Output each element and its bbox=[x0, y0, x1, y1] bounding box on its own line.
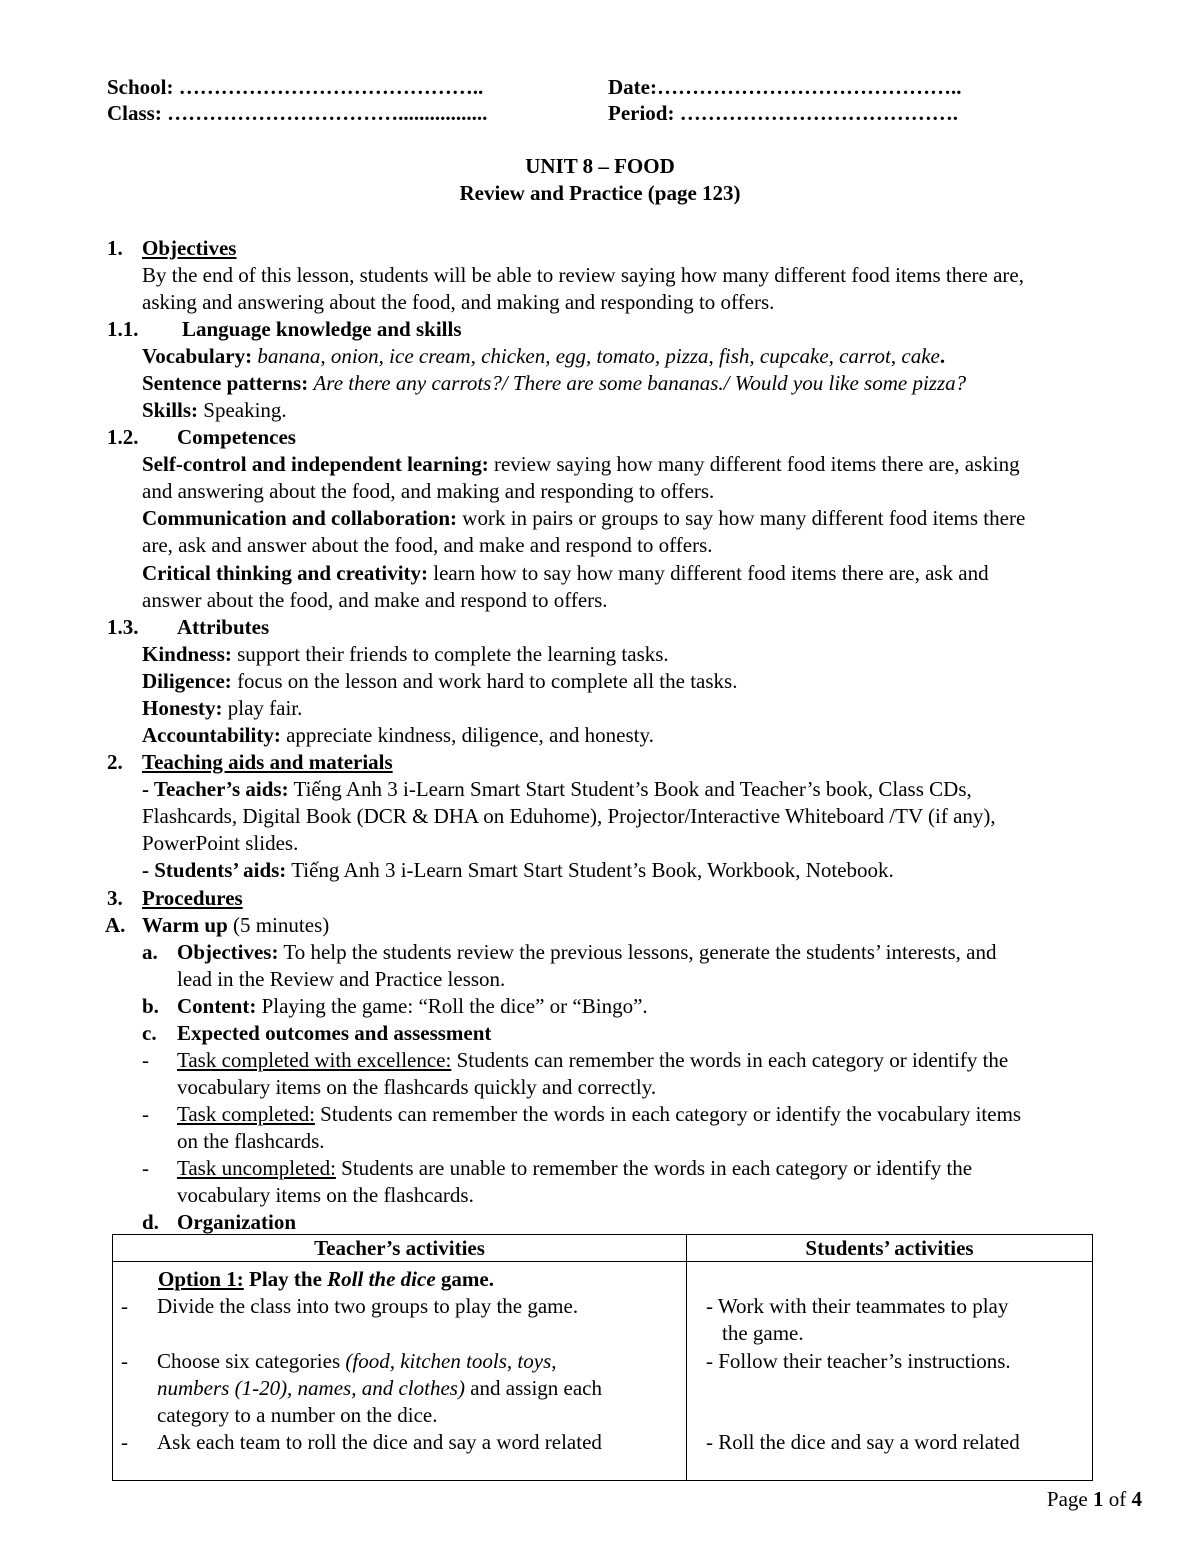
teacher-aids-text: Flashcards, Digital Book (DCR & DHA on Eduhome), Projector/Interactive Whiteboard /TV (if any), bbox=[142, 804, 996, 828]
uncompleted-line bbox=[177, 1155, 972, 1181]
option-text: Play the bbox=[249, 1267, 322, 1291]
of-label: of bbox=[1108, 1487, 1127, 1511]
bullet-dash: - bbox=[142, 1048, 149, 1072]
subsection-title: Attributes bbox=[177, 615, 270, 639]
critical-thinking-line bbox=[142, 560, 989, 586]
teacher-step: category to a number on the dice. bbox=[157, 1403, 438, 1427]
communication-text: work in pairs or groups to say how many different food items there bbox=[462, 506, 1026, 530]
school-field bbox=[107, 74, 483, 100]
warm-up-content bbox=[177, 993, 648, 1019]
patterns-text: Are there any carrots?/ There are some bananas./ Would you like some pizza? bbox=[313, 371, 967, 395]
student-step: - Work with their teammates to play bbox=[706, 1294, 1009, 1318]
student-step: - Follow their teacher’s instructions. bbox=[706, 1349, 1011, 1373]
bullet-dash: - bbox=[121, 1294, 128, 1318]
diligence-line bbox=[142, 668, 737, 694]
bullet-dash: - bbox=[142, 1102, 149, 1126]
school-blank: …………………………………….. bbox=[178, 75, 484, 99]
class-blank: ……………………………................. bbox=[167, 101, 488, 125]
objectives-intro: asking and answering about the food, and making and responding to offers. bbox=[142, 290, 775, 314]
subsection-number: 1.3. bbox=[107, 615, 139, 639]
class-label: Class: bbox=[107, 101, 162, 125]
student-step: the game. bbox=[722, 1321, 804, 1345]
vocabulary-label: Vocabulary: bbox=[142, 344, 253, 368]
teacher-step bbox=[157, 1375, 602, 1401]
item-letter: d. bbox=[142, 1210, 159, 1234]
school-label: School: bbox=[107, 75, 174, 99]
period-blank: …………………………………. bbox=[679, 101, 958, 125]
honesty-text: play fair. bbox=[227, 696, 303, 720]
teacher-step: Ask each team to roll the dice and say a word related bbox=[157, 1430, 602, 1454]
organization-heading: Organization bbox=[177, 1210, 296, 1234]
content-text: Playing the game: “Roll the dice” or “Bingo”. bbox=[261, 994, 648, 1018]
bullet-dash: - bbox=[142, 1156, 149, 1180]
self-control-text: and answering about the food, and making and responding to offers. bbox=[142, 479, 715, 503]
uncompleted-label: Task uncompleted: bbox=[177, 1156, 336, 1180]
outcomes-heading: Expected outcomes and assessment bbox=[177, 1021, 492, 1045]
total-pages: 4 bbox=[1131, 1487, 1142, 1511]
vocabulary-line bbox=[142, 343, 945, 369]
self-control-line bbox=[142, 451, 1020, 477]
student-step: - Roll the dice and say a word related bbox=[706, 1430, 1020, 1454]
section-number: 3. bbox=[107, 886, 123, 910]
categories-text: numbers (1-20), names, and clothes) bbox=[157, 1376, 465, 1400]
option-text: game. bbox=[440, 1267, 494, 1291]
communication-text: are, ask and answer about the food, and make and respond to offers. bbox=[142, 533, 713, 557]
accountability-text: appreciate kindness, diligence, and honesty. bbox=[286, 723, 654, 747]
excellence-text: Students can remember the words in each category or identify the bbox=[456, 1048, 1009, 1072]
unit-title: UNIT 8 – FOOD bbox=[525, 154, 675, 178]
warm-up-objectives bbox=[177, 939, 996, 965]
uncompleted-text: vocabulary items on the flashcards. bbox=[177, 1183, 474, 1207]
completed-text: Students can remember the words in each category or identify the vocabulary items bbox=[320, 1102, 1022, 1126]
diligence-text: focus on the lesson and work hard to complete all the tasks. bbox=[237, 669, 738, 693]
class-field bbox=[107, 100, 487, 126]
stage-letter: A. bbox=[105, 913, 126, 937]
self-control-text: review saying how many different food items there are, asking bbox=[493, 452, 1020, 476]
lesson-subtitle: Review and Practice (page 123) bbox=[459, 181, 741, 205]
kindness-label: Kindness: bbox=[142, 642, 232, 666]
page-number bbox=[1047, 1486, 1142, 1512]
completed-line bbox=[177, 1101, 1021, 1127]
skills-label: Skills: bbox=[142, 398, 199, 422]
honesty-line bbox=[142, 695, 302, 721]
subsection-number: 1.1. bbox=[107, 317, 139, 341]
kindness-text: support their friends to complete the learning tasks. bbox=[237, 642, 669, 666]
item-letter: c. bbox=[142, 1021, 157, 1045]
warm-up-title bbox=[142, 912, 329, 938]
objectives-text: lead in the Review and Practice lesson. bbox=[177, 967, 506, 991]
diligence-label: Diligence: bbox=[142, 669, 232, 693]
excellence-text: vocabulary items on the flashcards quickly and correctly. bbox=[177, 1075, 657, 1099]
teacher-step bbox=[157, 1348, 557, 1374]
table-header-row bbox=[113, 1235, 1093, 1262]
skills-line bbox=[142, 397, 287, 423]
critical-thinking-label: Critical thinking and creativity: bbox=[142, 561, 429, 585]
honesty-label: Honesty: bbox=[142, 696, 223, 720]
critical-thinking-text: learn how to say how many different food items there are, ask and bbox=[433, 561, 989, 585]
critical-thinking-text: answer about the food, and make and respond to offers. bbox=[142, 588, 608, 612]
teacher-aids-line bbox=[142, 776, 972, 802]
warm-up-time: (5 minutes) bbox=[233, 913, 330, 937]
teacher-activities-header: Teacher’s activities bbox=[113, 1235, 687, 1262]
table-row bbox=[113, 1262, 1093, 1481]
warm-up-label: Warm up bbox=[142, 913, 228, 937]
subsection-title: Competences bbox=[177, 425, 296, 449]
section-number: 1. bbox=[107, 236, 123, 260]
patterns-label: Sentence patterns: bbox=[142, 371, 309, 395]
objectives-intro: By the end of this lesson, students will be able to review saying how many different food items there are, bbox=[142, 263, 1024, 287]
communication-label: Communication and collaboration: bbox=[142, 506, 458, 530]
objectives-heading: Objectives bbox=[142, 236, 237, 260]
communication-line bbox=[142, 505, 1025, 531]
excellence-label: Task completed with excellence: bbox=[177, 1048, 452, 1072]
bullet-dash: - bbox=[121, 1349, 128, 1373]
content-label: Content: bbox=[177, 994, 257, 1018]
date-label: Date: bbox=[608, 75, 657, 99]
teacher-step: Divide the class into two groups to play the game. bbox=[157, 1294, 579, 1318]
completed-label: Task completed: bbox=[177, 1102, 315, 1126]
vocabulary-text: banana, onion, ice cream, chicken, egg, tomato, pizza, fish, cupcake, carrot, cake bbox=[257, 344, 940, 368]
period-field bbox=[608, 100, 958, 126]
accountability-line bbox=[142, 722, 654, 748]
date-field bbox=[608, 74, 961, 100]
uncompleted-text: Students are unable to remember the words in each category or identify the bbox=[341, 1156, 973, 1180]
teacher-activities-cell bbox=[113, 1262, 687, 1481]
self-control-label: Self-control and independent learning: bbox=[142, 452, 489, 476]
teacher-aids-label: - Teacher’s aids: bbox=[142, 777, 289, 801]
students-aids-label: - Students’ aids: bbox=[142, 858, 287, 882]
teacher-aids-text: PowerPoint slides. bbox=[142, 831, 299, 855]
section-number: 2. bbox=[107, 750, 123, 774]
teacher-step-text: and assign each bbox=[470, 1376, 602, 1400]
vocabulary-end: . bbox=[939, 344, 946, 368]
teacher-aids-text: Tiếng Anh 3 i-Learn Smart Start Student’s Book and Teacher’s book, Class CDs, bbox=[293, 777, 972, 801]
bullet-dash: - bbox=[121, 1430, 128, 1454]
categories-text: (food, kitchen tools, toys, bbox=[345, 1349, 557, 1373]
page-label: Page bbox=[1046, 1487, 1088, 1511]
current-page: 1 bbox=[1093, 1487, 1104, 1511]
subsection-number: 1.2. bbox=[107, 425, 139, 449]
students-aids-text: Tiếng Anh 3 i-Learn Smart Start Student’s Book, Workbook, Notebook. bbox=[291, 858, 894, 882]
objectives-text: To help the students review the previous lessons, generate the students’ interests, and bbox=[283, 940, 997, 964]
activities-table bbox=[112, 1234, 1093, 1481]
accountability-label: Accountability: bbox=[142, 723, 281, 747]
students-aids-line bbox=[142, 857, 894, 883]
option-label: Option 1: bbox=[158, 1267, 244, 1291]
subsection-title: Language knowledge and skills bbox=[182, 317, 462, 341]
aids-heading: Teaching aids and materials bbox=[142, 750, 393, 774]
option-title bbox=[158, 1266, 494, 1292]
completed-text: on the flashcards. bbox=[177, 1129, 325, 1153]
excellence-line bbox=[177, 1047, 1008, 1073]
students-activities-header: Students’ activities bbox=[687, 1235, 1093, 1262]
item-letter: a. bbox=[142, 940, 158, 964]
procedures-heading: Procedures bbox=[142, 886, 243, 910]
teacher-step-text: Choose six categories bbox=[157, 1349, 341, 1373]
period-label: Period: bbox=[608, 101, 675, 125]
option-game-name: Roll the dice bbox=[327, 1267, 436, 1291]
skills-text: Speaking. bbox=[203, 398, 287, 422]
date-blank: …………………………………….. bbox=[656, 75, 962, 99]
patterns-line bbox=[142, 370, 966, 396]
item-letter: b. bbox=[142, 994, 159, 1018]
kindness-line bbox=[142, 641, 669, 667]
objectives-label: Objectives: bbox=[177, 940, 279, 964]
students-activities-cell bbox=[687, 1262, 1093, 1481]
